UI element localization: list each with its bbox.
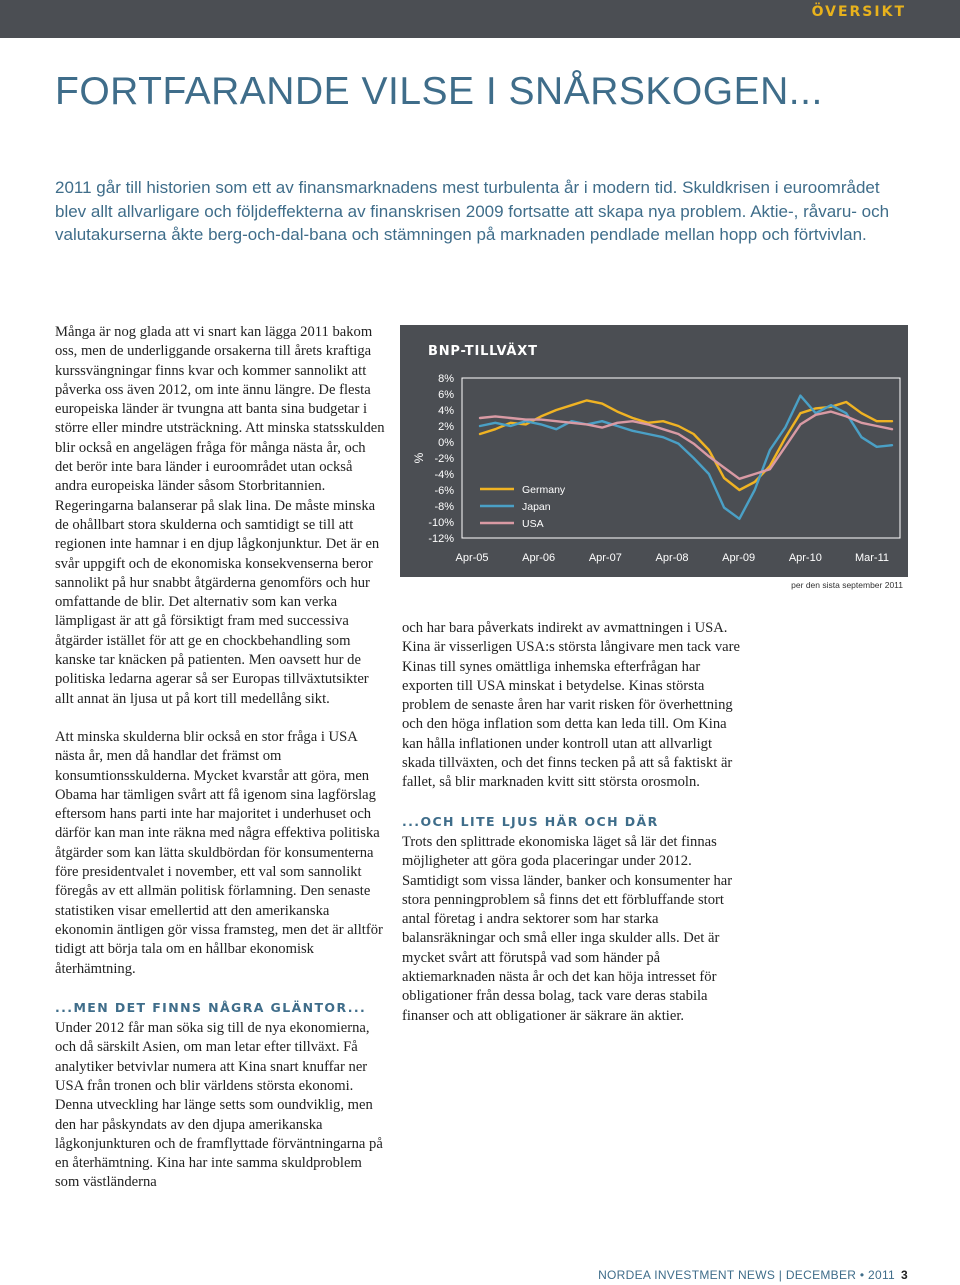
body-paragraph: och har bara påverkats indirekt av avmattningen i USA. Kina är visserligen USA:s största långivare men tack vare Kinas till synes omättliga inhemska efterfrågan har exporten till USA minskat i betydelse. Kinas största problem de senaste åren har varit risken för överhettning och den höga inflation som detta kan leda till. Om Kina kan hålla inflationen under kontroll utan att allvarligt skada tillväxten, och det finns tecken på att så faktiskt är fallet, så blir marknaden kvitt sitt största orosmoln.: [402, 620, 740, 791]
x-tick-label: Apr-05: [455, 552, 489, 564]
y-tick-label: 6%: [438, 389, 454, 401]
y-axis-label: %: [412, 452, 426, 464]
chart-footnote: per den sista september 2011: [791, 580, 903, 590]
intro-paragraph: 2011 går till historien som ett av finansmarknadens mest turbulenta år i modern tid. Skuldkrisen i euroområdet blev allt allvarligare och följdeffekterna av finanskrisen 2009 fortsatte att skapa nya problem. Aktie-, råvaru- och valutakurserna åkte berg-och-dal-bana och stämningen på marknaden pendlade mellan hopp och förtvivlan.: [55, 178, 890, 244]
y-tick-label: -12%: [428, 533, 454, 545]
x-tick-label: Apr-07: [588, 552, 622, 564]
y-tick-label: -4%: [434, 469, 454, 481]
chart-title: BNP-TILLVÄXT: [428, 344, 538, 359]
left-column: [55, 323, 385, 1212]
legend-label-japan: Japan: [522, 501, 551, 513]
y-tick-label: -2%: [434, 453, 454, 465]
body-paragraph: Att minska skulderna blir också en stor fråga i USA nästa år, men då handlar det främst om konsumtionsskulderna. Mycket kvarstår att göra, men Obama har tämligen svårt att få igenom sina lagförslag eftersom hans parti inte har majoritet i underhuset och därför kan man inte räkna med några effektiva politiska åtgärder som kan lätta skuldbördan för konsumenterna före presidentvalet i november, ett val som sannolikt föregås av ett allmän politisk förlamning. Den senaste statistiken visar emellertid att den amerikanska ekonomin äntligen gör vissa framsteg, men det är alltför tidigt att börja tala om en hållbar ekonomisk återhämtning.: [55, 728, 383, 977]
body-paragraph: Trots den splittrade ekonomiska läget så lär det finnas möjligheter att göra goda placeringar under 2012. Samtidigt som vissa länder, banker och konsumenter har stora penningproblem så finns det ett förbluffande stort antal företag i andra sektorer som har starka balansräkningar och små eller inga skulder alls. Det är mycket svårt att förutspå vad som händer på aktiemarknaden nästa år och det kan höja intresset för obligationer från dessa bolag, tack vare deras stabila finanser och att obligationer är säkrare än aktier.: [402, 833, 733, 1024]
y-tick-label: 2%: [438, 421, 454, 433]
y-tick-label: 4%: [438, 405, 454, 417]
subheading: ...MEN DET FINNS NÅGRA GLÄNTOR...: [55, 999, 367, 1015]
y-tick-label: -8%: [434, 501, 454, 513]
legend-label-usa: USA: [522, 518, 544, 530]
y-tick-label: 8%: [438, 373, 454, 385]
right-column: [402, 619, 742, 1045]
y-tick-label: 0%: [438, 437, 454, 449]
gdp-growth-chart: [400, 325, 908, 577]
section-label: ÖVERSIKT: [811, 4, 906, 20]
page-title: FORTFARANDE VILSE I SNÅRSKOGEN...: [55, 70, 823, 113]
plot-frame: [462, 378, 900, 538]
page-number: 3: [901, 1268, 908, 1282]
page-footer: [598, 1268, 908, 1282]
x-tick-label: Apr-09: [722, 552, 756, 564]
subheading: ...OCH LITE LJUS HÄR OCH DÄR: [402, 813, 659, 829]
body-paragraph: Många är nog glada att vi snart kan lägga 2011 bakom oss, men de underliggande orsakerna till årets kraftiga kurssvängningar finns kvar och kommer sannolikt att påverka oss även 2012, om inte ännu längre. De flesta europeiska länder är tvungna att banta sina budgetar i större eller mindre utsträckning. Att minska statsskulden blir också en angelägen fråga för många nästa år, och det berör inte bara länder i euroområdet utan också andra europeiska länder såsom Storbritannien. Regeringarna balanserar på slak lina. De måste minska de ohållbart stora skulderna och samtidigt se till att regionen inte hamnar i en djup lågkonjunktur. Det är en svår uppgift och de ekonomiska konsekvenserna beror sannolikt på hur snabbt åtgärderna genomförs och hur omfattande de blir. Det alternativ som kan verka lämpligast är att gå försiktigt fram med successiva åtgärder istället för att ge en chockbehandling som kanske tar knäcken på patienten. Men oavsett hur de politiska ledarna agerar så ser Europas tillväxtutsikter allt annat än ljusa ut på kort till medellång sikt.: [55, 324, 385, 707]
top-banner: [0, 0, 960, 38]
y-tick-label: -6%: [434, 485, 454, 497]
legend-label-germany: Germany: [522, 484, 566, 496]
body-paragraph: Under 2012 får man söka sig till de nya ekonomierna, och då särskilt Asien, om man letar efter tillväxt. Få analytiker betvivlar numera att Kina snart knuffar ner USA från tronen och blir världens största ekonomi. Denna utveckling har länge setts som oundviklig, men den har påskyndats av den djupa amerikanska lågkonjunkturen och de framflyttade förväntningarna på en återhämtning. Kina har inte samma skuldproblem som västländerna: [55, 1020, 383, 1191]
y-tick-label: -10%: [428, 517, 454, 529]
series-line-germany: [480, 400, 892, 490]
x-tick-label: Apr-08: [655, 552, 689, 564]
series-line-usa: [480, 412, 892, 479]
x-tick-label: Apr-10: [788, 552, 822, 564]
x-tick-label: Apr-06: [522, 552, 556, 564]
x-tick-label: Mar-11: [854, 552, 890, 564]
footer-publication: NORDEA INVESTMENT NEWS | DECEMBER • 2011: [598, 1268, 896, 1282]
